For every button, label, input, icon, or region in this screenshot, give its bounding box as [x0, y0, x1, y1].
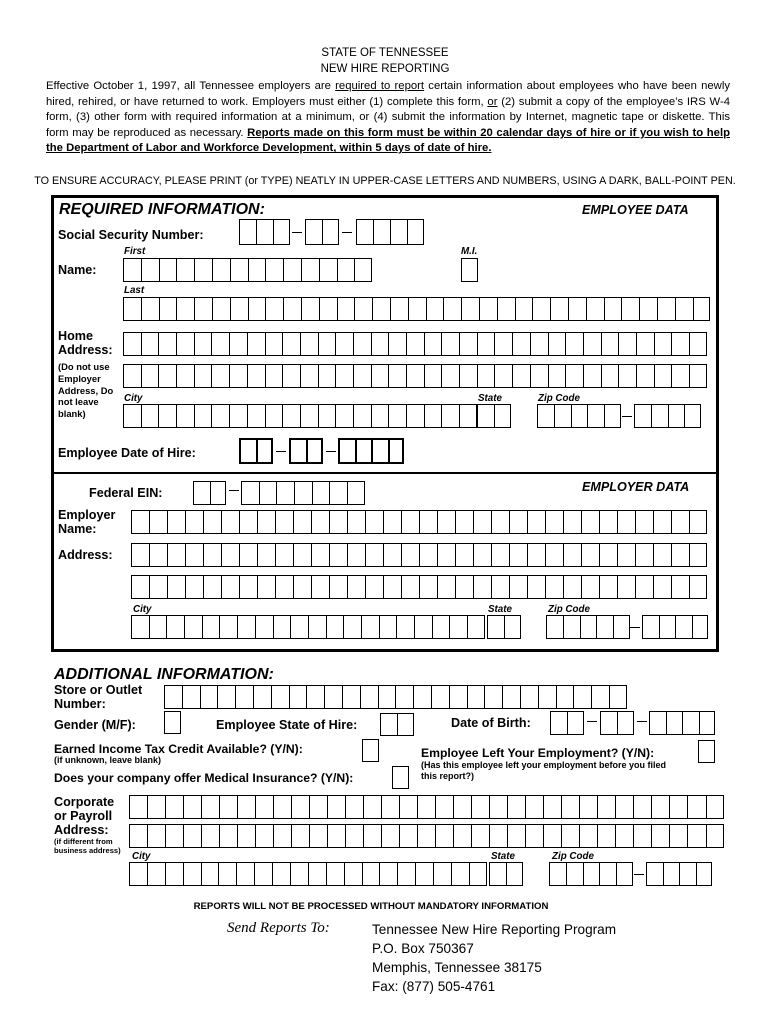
- dash: [326, 451, 336, 452]
- home-city-caption: City: [124, 393, 143, 404]
- corporate-zip-input[interactable]: [549, 862, 633, 886]
- home-city-input[interactable]: [123, 404, 477, 428]
- employer-name-input[interactable]: [131, 510, 707, 534]
- home-address-line1-input[interactable]: [123, 332, 707, 356]
- ein-suffix-input[interactable]: [241, 481, 365, 505]
- corporate-state-caption: State: [491, 851, 515, 862]
- employee-left-note: (Has this employee left your employment before you filed this report?): [421, 760, 667, 781]
- address-line-fax: Fax: (877) 505-4761: [372, 979, 496, 994]
- corporate-zip-ext-input[interactable]: [646, 862, 712, 886]
- instructions: TO ENSURE ACCURACY, PLEASE PRINT (or TYPE) NEATLY IN UPPER-CASE LETTERS AND NUMBERS, USING A DARK, BALL-POINT PEN.: [34, 175, 736, 187]
- ssn-area-input[interactable]: [239, 219, 290, 245]
- corporate-city-input[interactable]: [129, 862, 487, 886]
- store-number-input[interactable]: [164, 685, 627, 709]
- home-zip-input[interactable]: [537, 404, 621, 428]
- corporate-address-note: (if different from business address): [54, 837, 121, 855]
- first-name-caption: First: [124, 246, 146, 257]
- employer-city-input[interactable]: [131, 615, 485, 639]
- ssn-label: Social Security Number:: [58, 228, 204, 242]
- hire-day-input[interactable]: [289, 438, 323, 464]
- employer-address-line2-input[interactable]: [131, 575, 707, 599]
- employer-data-title: EMPLOYER DATA: [582, 480, 690, 494]
- eitc-input[interactable]: [362, 739, 379, 762]
- form-title: NEW HIRE REPORTING: [320, 63, 450, 75]
- required-info-title: REQUIRED INFORMATION:: [59, 201, 265, 218]
- ein-prefix-input[interactable]: [193, 481, 226, 505]
- employer-state-caption: State: [488, 604, 512, 615]
- send-reports-label: Send Reports To:: [227, 920, 330, 936]
- home-address-note: (Do not use Employer Address, Do not leave blank): [58, 361, 114, 420]
- intro-paragraph: Effective October 1, 1997, all Tennessee employers are required to report certain information about employees who have been newly hired, rehired, or have returned to work. Employers must either (1) complete this form, or (2) submit a copy of the employee’s IRS W-4 form, (3) other form with required information at a minimum, or (4) submit the information by Internet, magnetic tape or diskette. This form may be reproduced as necessary. Reports made on this form must be within 20 calendar days of hire or if you wish to help the Department of Labor and Workforce Development, within 5 days of date of hire.: [46, 80, 731, 155]
- ssn-group-input[interactable]: [305, 219, 339, 245]
- name-label: Name:: [58, 263, 97, 277]
- dash: [630, 627, 640, 628]
- corporate-address-label: Corporate or Payroll Address:: [54, 795, 115, 837]
- employer-zip-caption: Zip Code: [548, 604, 590, 615]
- section-divider: [53, 472, 717, 474]
- employee-data-title: EMPLOYEE DATA: [582, 203, 689, 217]
- mailing-address: [372, 920, 616, 996]
- eitc-note: (if unknown, leave blank): [54, 755, 162, 765]
- gender-input[interactable]: [164, 711, 181, 734]
- last-name-input[interactable]: [123, 297, 710, 321]
- dob-label: Date of Birth:: [451, 716, 531, 730]
- corporate-state-input[interactable]: [489, 862, 523, 886]
- employer-state-input[interactable]: [487, 615, 521, 639]
- hire-month-input[interactable]: [239, 438, 273, 464]
- medical-insurance-input[interactable]: [392, 766, 409, 789]
- ein-label: Federal EIN:: [89, 486, 163, 500]
- address-line-city: Memphis, Tennessee 38175: [372, 960, 542, 975]
- form-state-title: STATE OF TENNESSEE: [321, 47, 449, 59]
- mandatory-warning: REPORTS WILL NOT BE PROCESSED WITHOUT MANDATORY INFORMATION: [193, 901, 549, 912]
- home-address-line2-input[interactable]: [123, 364, 707, 388]
- dash: [587, 721, 597, 722]
- gender-label: Gender (M/F):: [54, 718, 136, 732]
- employer-address-label: Address:: [58, 548, 113, 562]
- corporate-city-caption: City: [132, 851, 151, 862]
- eitc-label: Earned Income Tax Credit Available? (Y/N):: [54, 742, 303, 756]
- dob-day-input[interactable]: [600, 711, 634, 735]
- address-line-program: Tennessee New Hire Reporting Program: [372, 922, 617, 937]
- employer-name-label: Employer Name:: [58, 508, 116, 536]
- home-address-label: Home Address:: [58, 329, 113, 357]
- employer-zip-ext-input[interactable]: [642, 615, 708, 639]
- dash: [622, 416, 632, 417]
- home-zip-ext-input[interactable]: [634, 404, 701, 428]
- hire-year-input[interactable]: [338, 438, 404, 464]
- employee-left-label: Employee Left Your Employment? (Y/N):: [421, 746, 655, 760]
- employee-left-input[interactable]: [698, 740, 715, 763]
- medical-insurance-label: Does your company offer Medical Insurance? (Y/N):: [54, 771, 354, 785]
- additional-info-title: ADDITIONAL INFORMATION:: [54, 666, 274, 683]
- dash: [342, 232, 352, 233]
- dash: [292, 232, 302, 233]
- dash: [229, 490, 239, 491]
- home-state-input[interactable]: [477, 404, 511, 428]
- home-state-caption: State: [478, 393, 502, 404]
- ssn-serial-input[interactable]: [356, 219, 424, 245]
- address-line-pobox: P.O. Box 750367: [372, 941, 474, 956]
- store-number-label: Store or Outlet Number:: [54, 683, 143, 711]
- dash: [637, 721, 647, 722]
- employer-address-line1-input[interactable]: [131, 543, 707, 567]
- mi-caption: M.I.: [461, 246, 478, 257]
- employer-zip-input[interactable]: [546, 615, 630, 639]
- first-name-input[interactable]: [123, 258, 372, 282]
- state-of-hire-input[interactable]: [380, 713, 414, 736]
- home-zip-caption: Zip Code: [538, 393, 580, 404]
- dob-month-input[interactable]: [550, 711, 584, 735]
- mi-input[interactable]: [461, 258, 478, 282]
- dob-year-input[interactable]: [649, 711, 715, 735]
- dash: [276, 451, 286, 452]
- last-name-caption: Last: [124, 285, 145, 296]
- dash: [634, 874, 644, 875]
- date-of-hire-label: Employee Date of Hire:: [58, 446, 196, 460]
- corporate-address-line1-input[interactable]: [129, 795, 724, 819]
- corporate-address-line2-input[interactable]: [129, 824, 724, 848]
- state-of-hire-label: Employee State of Hire:: [216, 718, 358, 732]
- corporate-zip-caption: Zip Code: [552, 851, 594, 862]
- employer-city-caption: City: [133, 604, 152, 615]
